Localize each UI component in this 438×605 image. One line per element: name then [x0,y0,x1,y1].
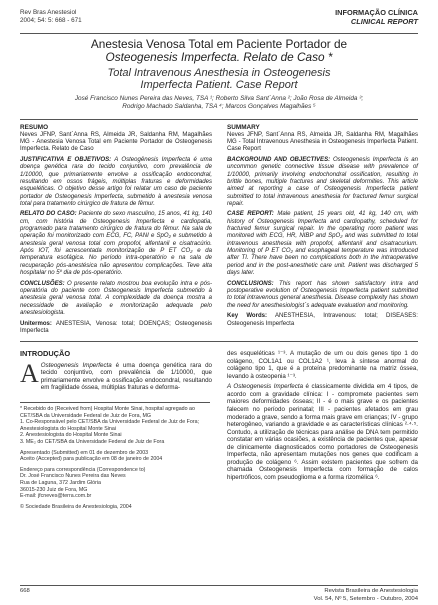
affiliations: * Recebido do (Received from) Hospital Monte Sinai, hospital agregado ao CET/SBA da Universidade Federal de Juiz de Fora, MG 1. Co-Responsável pelo CET/SBA da Universidade Federal de Juiz de Fora; Anestesiologista do Hospital Monte Sinai 2. Anestesiologista do Hospital Monte Sinai 3. ME₂ do CET/SBA da Universidade Federal de Juiz de Fora [20,406,200,445]
body-paragraph-1: des esqueléticas ¹⁻³. A mutação de um ou dois genes tipo 1 do colágeno, COL1A1 ou COL1A2 ¹, leva à síntese anormal do colágeno tipo 1, que é a proteína predominante na matriz óssea, levando à osteopenia ¹⁻³. [227,350,418,380]
summary-citation: Neves JFNP, Sant´Anna RS, Almeida JR, Saldanha RM, Magalhães MG - Total Intravenous Anesthesia in Osteogenesis Imperfecta Patient. Case Report [227,131,418,153]
running-header [20,9,418,31]
correspondence: Endereço para correspondência (Correspondence to) Dr. José Francisco Nunes Pereira das Neves Rua de Laguna, 372 Jardim Glória 36015-230 Juiz de Fora, MG E-mail: jfcneves@terra.com.br [20,466,146,500]
resumo-relato: RELATO DO CASO: Paciente do sexo masculino, 15 anos, 41 kg, 140 cm, com história de Osteogenesis Imperfecta e cardiopatia, programado para tratamento cirúrgico de fratura do fêmur. Na sala de operação foi monitorizado com ECG, FC, PANI e SpO₂ e submetido à anestesia geral venosa total com propofol, alfentanil e cisatracúrio. Após IOT, foi acrescentada monitorização de P ET CO₂ e da temperatura esofágica. No período intra-operatório e na sala de recuperação pós-anestésica não apresentou complicações. Teve alta hospitalar no 5º dia de pós-operatório. [20,211,212,277]
introduction-paragraph: A Osteogenesis Imperfecta é uma doença genética rara do tecido conjuntivo, com prevalência de 1/10000, que primariamente envolve a ossificação endocondral, resultando em fragilidade óssea, múltiplas fraturas e deforma- [20,358,212,392]
title-block [20,38,418,111]
body-paragraph-2: A Osteogenesis Imperfecta é classicamente dividida em 4 tipos, de acordo com a gravidade clínica: I - compromete pacientes sem maiores deformidades ósseas; II - é o mais grave e os pacientes falecem no período perinatal; III - pacientes afetados em grau moderado a grave, sendo a forma mais grave em crianças; IV - grupo heterogêneo, variando a gravidade e as características clínicas ²·⁴·⁵. Contudo, a utilização de técnicas para análise de DNA tem permitido constatar em várias ocasiões, a existência de pacientes que, apesar de clinicamente diagnosticados como portadores de Osteogenesis Imperfecta, não apresentam mutações nos genes que codificam a produção de colágeno ⁶. Assim existem pacientes que sofrem da chamada Osteogenesis Imperfecta com formação de calos hipertróficos, com pseudoglioma e a forma rizomélica ⁶. [227,383,418,481]
summary-background: BACKGROUND AND OBJECTIVES: Osteogenesis Imperfecta is an uncommon genetic connective tissue disease with prevalence of 1/10000, primarily involving endochondral ossification, resulting in brittle bones, multiple fractures and skeletal deformities. This article aimed at reporting a case of Osteogenesis Imperfecta patient submitted to total intravenous anesthesia for fractured femur surgical repair. [227,156,418,207]
abstract-rule [20,341,418,342]
title-portuguese: Anestesia Venosa Total em Paciente Portador de Osteogenesis Imperfecta. Relato de Caso * [90,37,348,65]
summary-heading: SUMMARY [227,124,260,131]
footnotes [20,406,210,510]
footer-journal: Revista Brasileira de Anestesiologia [324,588,418,594]
footnote-rule [20,402,210,403]
resumo-unitermos: Unitermos: ANESTESIA, Venosa: total; DOENÇAS; Osteogenesis Imperfecta [20,320,212,334]
introduction-section [20,350,212,395]
footer-volume: Vol. 54, Nº 5, Setembro - Outubro, 2004 [313,596,418,602]
resumo-citation: Neves JFNP, Sant´Anna RS, Almeida JR, Saldanha RM, Magalhães MG - Anestesia Venosa Total em Paciente Portador de Osteogenesis Imperfecta. Relato de Caso [20,131,212,153]
resumo-conclusoes: CONCLUSÕES: O presente relato mostrou boa evolução intra e pós-operatória do paciente com Osteogenesis Imperfecta submetido à anestesia geral venosa total. A complexidade da doença mostra a necessidade de avaliação e monitorização adequada pelo anestesiologista. [20,280,212,317]
body-right-column [227,350,418,485]
section-label [335,9,418,26]
section-pt: INFORMAÇÃO CLÍNICA [335,8,418,17]
journal-name: Rev Bras Anestesiol [20,9,77,16]
summary-conclusions: CONCLUSIONS: This report has shown satisfactory intra and postoperative evolution of Osteogenesis Imperfecta patient submitted to total intravenous general anesthesia. Disease complexity has shown the need for anesthesiologist´s adequate evaluation and monitoring. [227,280,418,309]
section-en: CLINICAL REPORT [350,16,418,26]
resumo-justificativa: JUSTIFICATIVA E OBJETIVOS: A Osteogênesis Imperfecta é uma doença genética rara do tecido conjuntivo, com prevalência de 1/10000, que primariamente envolve a ossificação endocondral, resultando em ossos frágeis, múltiplas fraturas e deformidades esqueléticas. O objetivo desse artigo foi relatar um caso de paciente portador de Osteogenesis Imperfecta, submetido à anestesia venosa total para tratamento cirúrgico de fratura de fêmur. [20,156,212,207]
footer-rule [20,585,418,586]
header-rule [20,33,418,34]
submission-dates: Apresentado (Submitted) em 01 de dezembro de 2003 Aceito (Accepted) para publicação em 08 de janeiro de 2004 [20,449,163,463]
copyright: © Sociedade Brasileira de Anestesiologia, 2004 [20,503,132,510]
summary-column [227,124,418,331]
title-english: Total Intravenous Anesthesia in Osteogenesis Imperfecta Patient. Case Report [107,66,331,92]
title-rule [20,119,418,120]
authors: José Francisco Nunes Pereira das Neves, TSA ¹; Roberto Silva Sant´Anna ²; João Rosa de Almeida ³; Rodrigo Machado Saldanha, TSA ⁴; Marcos Gonçalves Magalhães ⁵ [74,94,364,110]
summary-case-report: CASE REPORT: Male patient, 15 years old, 41 kg, 140 cm, with history of Osteogenesis Imperfecta and cardiopathy, scheduled for fractured femur surgical repair. In the operating room patient was monitored with ECG, HR, NIBP and SpO₂ and was submitted to total intravenous anesthesia with propofol, alfentanil and cisatracurium. Monitoring of P ET CO₂ and esophageal temperature was introduced after TI. There have been no complications both in the intraoperative period and in the post-anesthetic care unit. Patient was discharged 5 days later. [227,211,418,277]
resumo-column [20,124,212,338]
citation-line: 2004; 54: 5: 668 - 671 [20,17,82,24]
introduction-heading: INTRODUÇÃO [20,349,71,358]
page-footer [20,588,418,595]
summary-key-words: Key Words: ANESTHESIA, Intravenous: total; DISEASES: Osteogenesis Imperfecta [227,313,418,327]
resumo-heading: RESUMO [20,124,49,131]
journal-citation [20,9,82,25]
drop-cap: A [20,358,39,388]
page-number: 668 [20,588,30,594]
